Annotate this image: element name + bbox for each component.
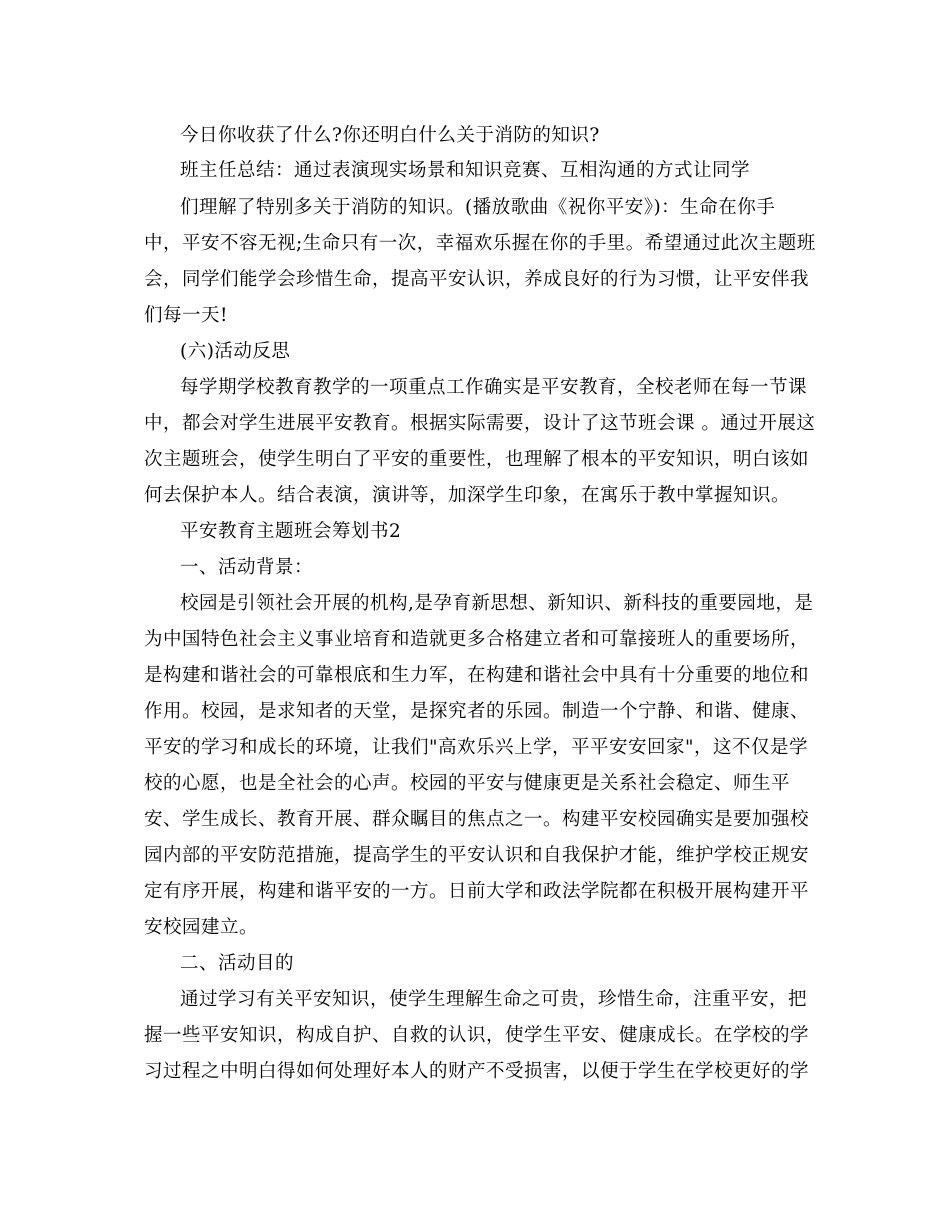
text-line: 定有序开展，构建和谐平安的一方。日前大学和政法学院都在积极开展构建开平 — [144, 881, 810, 902]
text-line: 是构建和谐社会的可靠根底和生力军，在构建和谐社会中具有十分重要的地位和 — [144, 665, 810, 686]
text-line: 会，同学们能学会珍惜生命，提高平安认识，养成良好的行为习惯，让平安伴我 — [144, 269, 810, 290]
text-line: 每学期学校教育教学的一项重点工作确实是平安教育，全校老师在每一节课 — [180, 377, 808, 398]
text-line: 为中国特色社会主义事业培育和造就更多合格建立者和可靠接班人的重要场所， — [144, 629, 810, 650]
text-line: 平安的学习和成长的环境，让我们"高欢乐兴上学，平平安安回家"，这不仅是学 — [144, 737, 809, 758]
text-line: 安校园建立。 — [144, 917, 259, 938]
text-line: 握一些平安知识，构成自护、自救的认识，使学生平安、健康成长。在学校的学 — [144, 1025, 810, 1046]
section-heading: 二、活动目的 — [180, 953, 295, 974]
text-line: 们每一天! — [144, 305, 228, 326]
text-line: 次主题班会，使学生明白了平安的重要性，也理解了根本的平安知识，明白该如 — [144, 449, 810, 470]
text-line: 通过学习有关平安知识，使学生理解生命之可贵，珍惜生命，注重平安，把 — [180, 989, 808, 1010]
text-line: 作用。校园，是求知者的天堂，是探究者的乐园。制造一个宁静、和谐、健康、 — [144, 701, 810, 722]
text-line: 班主任总结：通过表演现实场景和知识竞赛、互相沟通的方式让同学 — [180, 160, 751, 181]
text-line: 们理解了特别多关于消防的知识。(播放歌曲《祝你平安》)：生命在你手 — [180, 197, 776, 218]
text-line: 校园是引领社会开展的机构,是孕育新思想、新知识、新科技的重要园地，是 — [180, 593, 814, 614]
text-line: 安、学生成长、教育开展、群众瞩目的焦点之一。构建平安校园确实是要加强校 — [144, 809, 810, 830]
text-line: 校的心愿，也是全社会的心声。校园的平安与健康更是关系社会稳定、师生平 — [144, 773, 791, 794]
text-line: 今日你收获了什么?你还明白什么关于消防的知识? — [180, 125, 600, 146]
document-subtitle: 平安教育主题班会筹划书2 — [180, 521, 402, 542]
text-line: 中，都会对学生进展平安教育。根据实际需要，设计了这节班会课 。通过开展这 — [144, 413, 816, 434]
section-heading: (六)活动反思 — [180, 341, 291, 362]
text-line: 何去保护本人。结合表演，演讲等，加深学生印象，在寓乐于教中掌握知识。 — [144, 485, 791, 506]
text-line: 中，平安不容无视;生命只有一次，幸福欢乐握在你的手里。希望通过此次主题班 — [144, 233, 816, 254]
text-line: 习过程之中明白得如何处理好本人的财产不受损害，以便于学生在学校更好的学 — [144, 1061, 810, 1082]
section-heading: 一、活动背景： — [180, 557, 314, 578]
text-line: 园内部的平安防范措施，提高学生的平安认识和自我保护才能，维护学校正规安 — [144, 845, 810, 866]
